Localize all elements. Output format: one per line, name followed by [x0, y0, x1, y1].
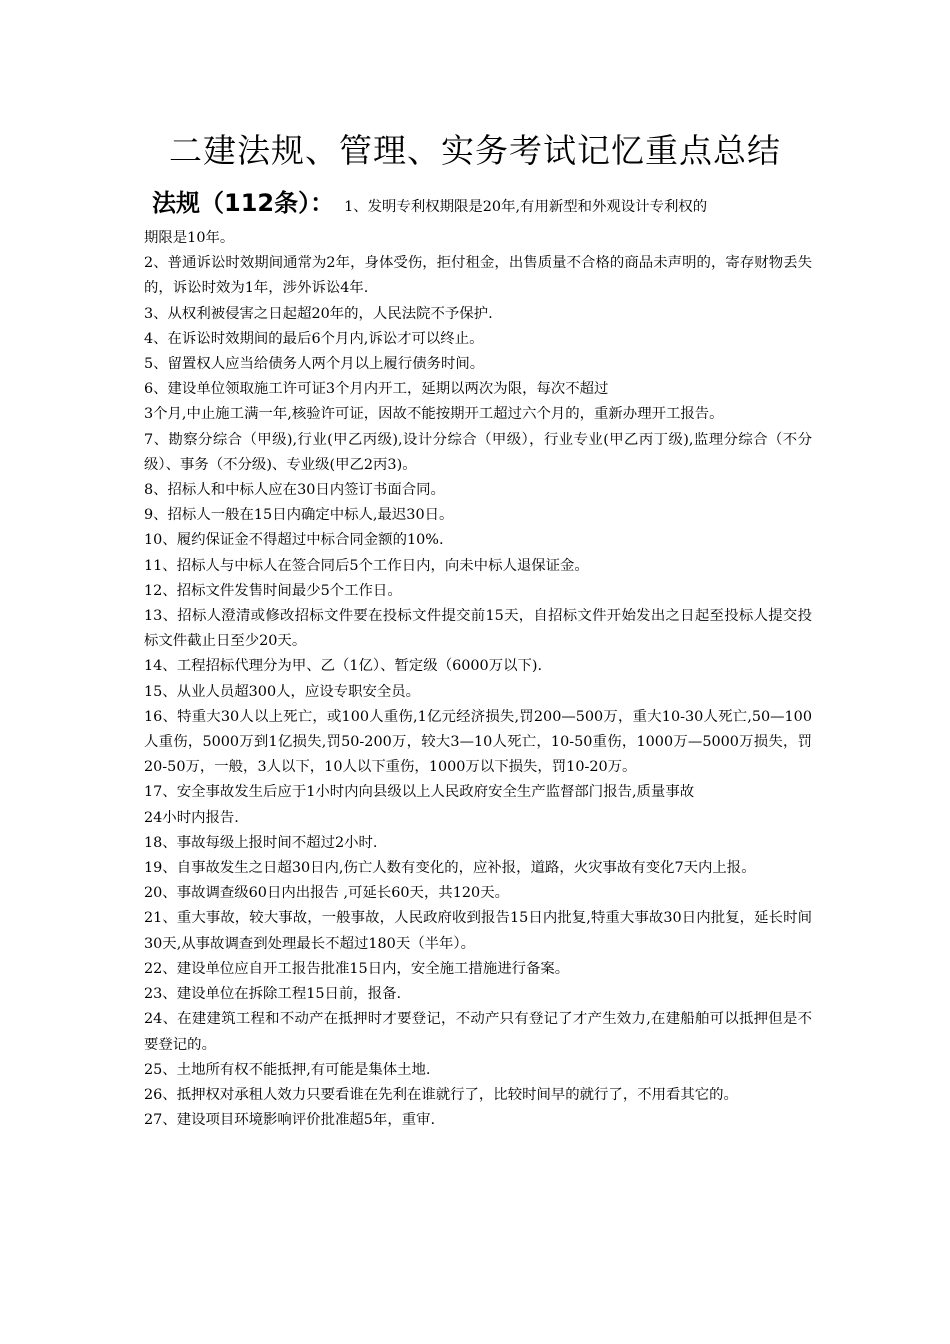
list-item: 期限是10年。: [144, 230, 235, 246]
list-item: 11、招标人与中标人在签合同后5个工作日内，向未中标人退保证金。: [144, 557, 589, 574]
list-item: 25、土地所有权不能抵押,有可能是集体土地.: [144, 1061, 431, 1078]
section-heading: 法规（112条）：: [152, 189, 335, 217]
list-item: 5、留置权人应当给债务人两个月以上履行债务时间。: [144, 356, 485, 373]
list-item: 13、招标人澄清或修改招标文件要在投标文件提交前15天，自招标文件开始发出之日起至投标人提交投标文件截止日至少20天。: [144, 608, 812, 650]
list-item: 16、特重大30人以上死亡，或100人重伤,1亿元经济损失,罚200—500万，重大10-30人死亡,50—100人重伤，5000万到1亿损失,罚50-200万，较大3—10人死亡，10-50重伤，1000万—5000万损失，罚20-50万，一般，3人以下，10人以下重伤，1000万以下损失，罚10-20万。: [144, 708, 812, 776]
list-item: 20、事故调查级60日内出报告 ,可延长60天，共120天。: [144, 885, 509, 902]
list-item: 3个月,中止施工满一年,核验许可证，因故不能按期开工超过六个月的，重新办理开工报告。: [144, 406, 724, 423]
list-item: 27、建设项目环境影响评价批准超5年，重审.: [144, 1112, 436, 1129]
list-item: 15、从业人员超300人，应设专职安全员。: [144, 683, 421, 700]
list-item: 12、招标文件发售时间最少5个工作日。: [144, 582, 402, 599]
list-item: 2、普通诉讼时效期间通常为2年，身体受伤，拒付租金，出售质量不合格的商品未声明的，寄存财物丢失的，诉讼时效为1年，涉外诉讼4年.: [144, 255, 812, 297]
list-item: 1、发明专利权期限是20年,有用新型和外观设计专利权的: [344, 199, 708, 215]
list-item: 8、招标人和中标人应在30日内签订书面合同。: [144, 482, 445, 499]
list-item: 21、重大事故，较大事故，一般事故，人民政府收到报告15日内批复,特重大事故30日内批复，延长时间30天,从事故调查到处理最长不超过180天（半年）。: [144, 910, 812, 952]
section-first-line: [144, 184, 812, 226]
list-item: 24小时内报告.: [144, 809, 239, 826]
list-item: 9、招标人一般在15日内确定中标人,最迟30日。: [144, 507, 454, 524]
document-title: 二建法规、管理、实务考试记忆重点总结: [169, 131, 781, 170]
list-item: 3、从权利被侵害之日起超20年的，人民法院不予保护.: [144, 305, 493, 322]
list-item: 26、抵押权对承租人效力只要看谁在先利在谁就行了，比较时间早的就行了，不用看其它的。: [144, 1086, 738, 1103]
list-item: 17、安全事故发生后应于1小时内向县级以上人民政府安全生产监督部门报告,质量事故: [144, 784, 695, 801]
list-item: 4、在诉讼时效期间的最后6个月内,诉讼才可以终止。: [144, 330, 484, 347]
list-item: 7、勘察分综合（甲级),行业(甲乙丙级),设计分综合（甲级），行业专业(甲乙丙丁级),监理分综合（不分级）、事务（不分级)、专业级(甲乙2丙3)。: [144, 431, 812, 473]
list-item: 18、事故每级上报时间不超过2小时.: [144, 834, 378, 851]
section-content: [144, 184, 812, 1133]
list-item: 23、建设单位在拆除工程15日前，报备.: [144, 986, 402, 1003]
list-item: 19、自事故发生之日超30日内,伤亡人数有变化的，应补报，道路，火灾事故有变化7天内上报。: [144, 860, 756, 877]
list-item: 24、在建建筑工程和不动产在抵押时才要登记，不动产只有登记了才产生效力,在建船舶可以抵押但是不要登记的。: [144, 1011, 812, 1053]
list-item: 14、工程招标代理分为甲、乙（1亿）、暂定级（6000万以下).: [144, 658, 543, 675]
list-item: 10、履约保证金不得超过中标合同金额的10%.: [144, 532, 444, 549]
list-item: 22、建设单位应自开工报告批准15日内，安全施工措施进行备案。: [144, 960, 570, 977]
list-item: 6、建设单位领取施工许可证3个月内开工，延期以两次为限，每次不超过: [144, 381, 609, 398]
